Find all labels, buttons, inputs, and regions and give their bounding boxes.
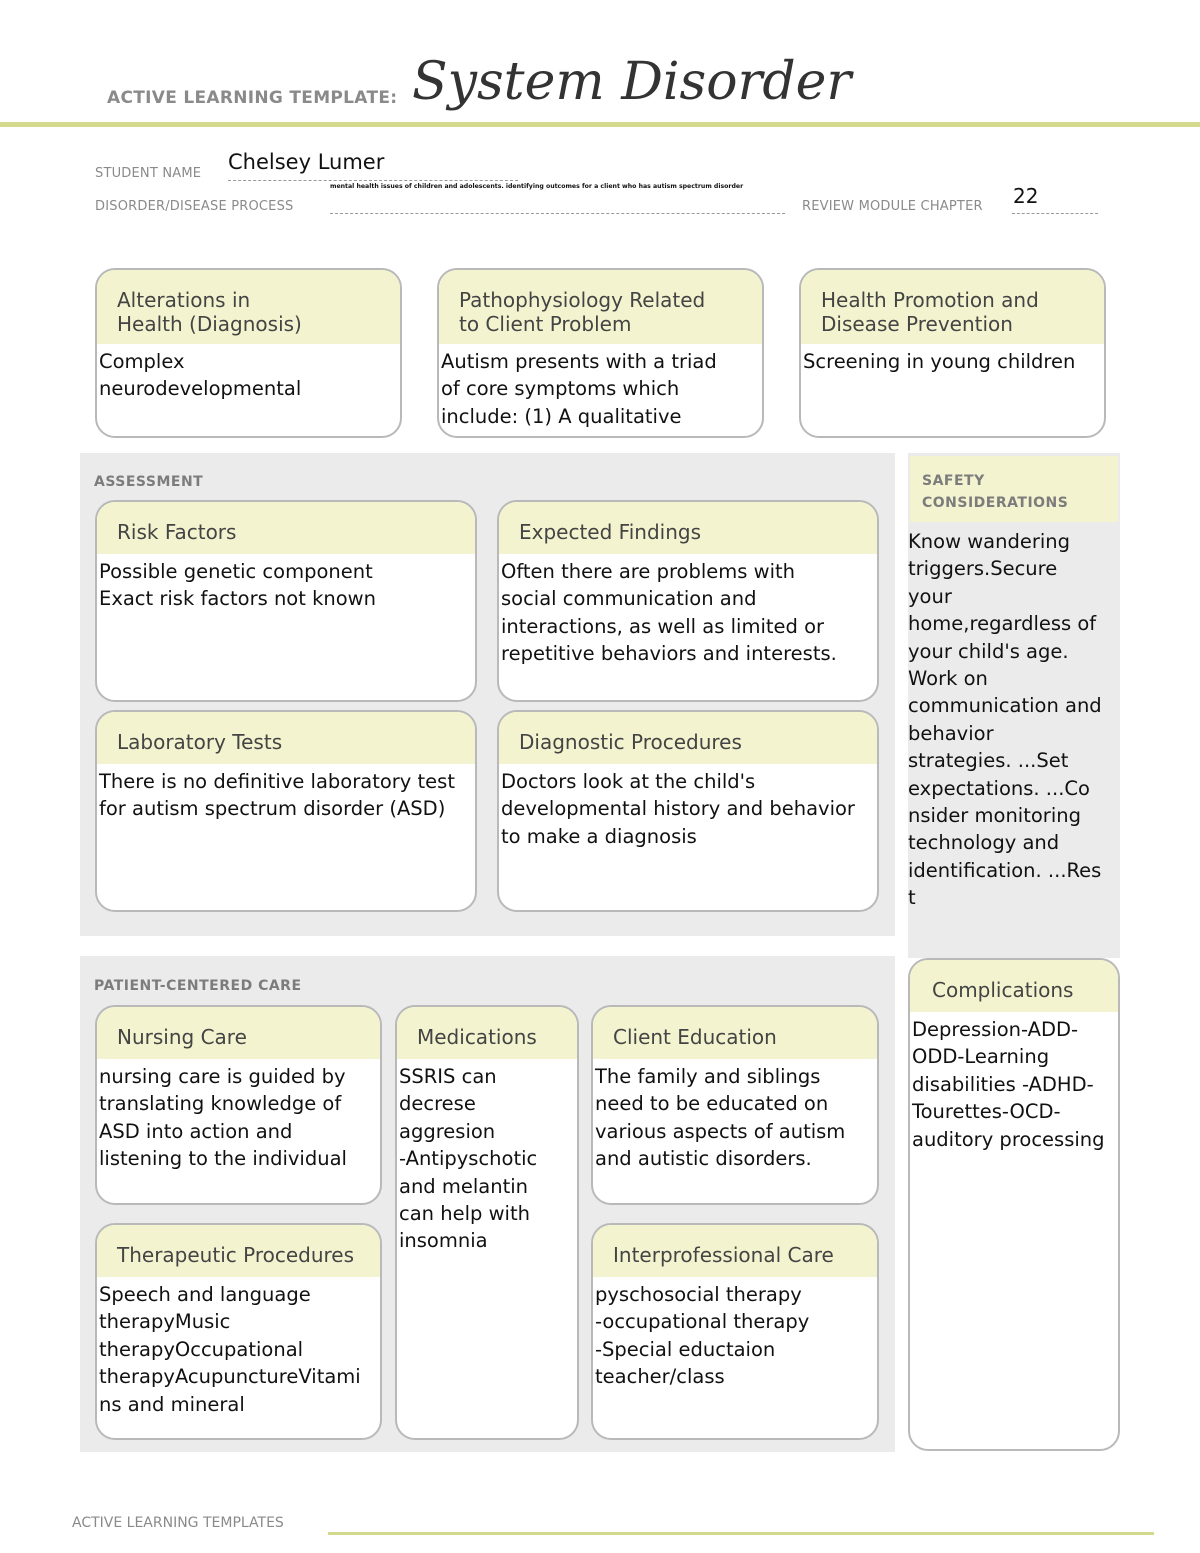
- pathophysiology-text[interactable]: Autism presents with a triad of core symptoms which include: (1) A qualitative: [441, 350, 717, 428]
- safety-header: [910, 456, 1118, 522]
- health-promotion-title: Health Promotion and Disease Prevention: [801, 270, 1104, 344]
- diagnostic-procedures-title: Diagnostic Procedures: [499, 712, 877, 764]
- safety-title: SAFETY CONSIDERATIONS: [922, 473, 1069, 511]
- risk-factors-box: [95, 500, 477, 702]
- footer-rule: [328, 1532, 1154, 1535]
- diagnostic-procedures-text[interactable]: Doctors look at the child's developmental history and behavior to make a diagnosis: [501, 770, 855, 848]
- complications-title: Complications: [910, 960, 1118, 1012]
- patient-care-title: PATIENT-CENTERED CARE: [94, 978, 302, 994]
- medications-title: Medications: [397, 1007, 577, 1059]
- therapeutic-procedures-box: [95, 1223, 382, 1440]
- safety-text[interactable]: Know wandering triggers.Secure your home,regardless of your child's age. Work on communication and behavior strategies. ...Set expectations. ...Co nsider monitoring technology and identification. ...Res t: [908, 530, 1102, 910]
- health-promotion-text[interactable]: Screening in young children: [803, 350, 1076, 373]
- nursing-care-title: Nursing Care: [97, 1007, 380, 1059]
- student-name-field[interactable]: Chelsey Lumer: [228, 150, 385, 174]
- expected-findings-box: [497, 500, 879, 702]
- complications-box: [908, 958, 1120, 1451]
- student-name-line: [228, 180, 518, 181]
- footer-label: ACTIVE LEARNING TEMPLATES: [72, 1515, 284, 1531]
- page-title: System Disorder: [412, 52, 852, 112]
- health-promotion-box: [799, 268, 1106, 438]
- alterations-text[interactable]: Complex neurodevelopmental: [99, 350, 302, 401]
- medications-text[interactable]: SSRIS can decrese aggresion -Antipyschotic and melantin can help with insomnia: [399, 1065, 538, 1253]
- client-education-text[interactable]: The family and siblings need to be educated on various aspects of autism and autistic disorders.: [595, 1065, 846, 1171]
- expected-findings-text[interactable]: Often there are problems with social communication and interactions, as well as limited or repetitive behaviors and interests.: [501, 560, 837, 666]
- alterations-box: [95, 268, 402, 438]
- therapeutic-procedures-title: Therapeutic Procedures: [97, 1225, 380, 1277]
- interprofessional-care-title: Interprofessional Care: [593, 1225, 877, 1277]
- medications-box: [395, 1005, 579, 1440]
- expected-findings-title: Expected Findings: [499, 502, 877, 554]
- student-name-label: STUDENT NAME: [95, 166, 202, 181]
- assessment-title: ASSESSMENT: [94, 474, 204, 490]
- laboratory-tests-title: Laboratory Tests: [97, 712, 475, 764]
- client-education-box: [591, 1005, 879, 1205]
- client-education-title: Client Education: [593, 1007, 877, 1059]
- template-label: ACTIVE LEARNING TEMPLATE:: [107, 88, 398, 108]
- risk-factors-title: Risk Factors: [97, 502, 475, 554]
- nursing-care-text[interactable]: nursing care is guided by translating knowledge of ASD into action and listening to the individual: [99, 1065, 347, 1171]
- nursing-care-box: [95, 1005, 382, 1205]
- chapter-label: REVIEW MODULE CHAPTER: [802, 199, 983, 214]
- chapter-line: [1012, 213, 1098, 214]
- laboratory-tests-box: [95, 710, 477, 912]
- disorder-field[interactable]: mental health issues of children and adolescents. identifying outcomes for a client who has autism spectrum disorder: [330, 183, 744, 190]
- pathophysiology-title: Pathophysiology Related to Client Problem: [439, 270, 762, 344]
- header-rule: [0, 122, 1200, 127]
- interprofessional-care-box: [591, 1223, 879, 1440]
- alterations-title: Alterations in Health (Diagnosis): [97, 270, 400, 344]
- chapter-field[interactable]: 22: [1013, 184, 1039, 208]
- complications-text[interactable]: Depression-ADD- ODD-Learning disabilities -ADHD- Tourettes-OCD- auditory processing: [912, 1018, 1105, 1151]
- laboratory-tests-text[interactable]: There is no definitive laboratory test for autism spectrum disorder (ASD): [99, 770, 455, 821]
- disorder-line: [330, 213, 785, 214]
- risk-factors-text[interactable]: Possible genetic component Exact risk factors not known: [99, 560, 376, 611]
- therapeutic-procedures-text[interactable]: Speech and language therapyMusic therapyOccupational therapyAcupunctureVitami ns and mineral: [99, 1283, 361, 1416]
- pathophysiology-box: [437, 268, 764, 438]
- diagnostic-procedures-box: [497, 710, 879, 912]
- disorder-label: DISORDER/DISEASE PROCESS: [95, 199, 294, 214]
- interprofessional-care-text[interactable]: pyschosocial therapy -occupational therapy -Special eductaion teacher/class: [595, 1283, 810, 1389]
